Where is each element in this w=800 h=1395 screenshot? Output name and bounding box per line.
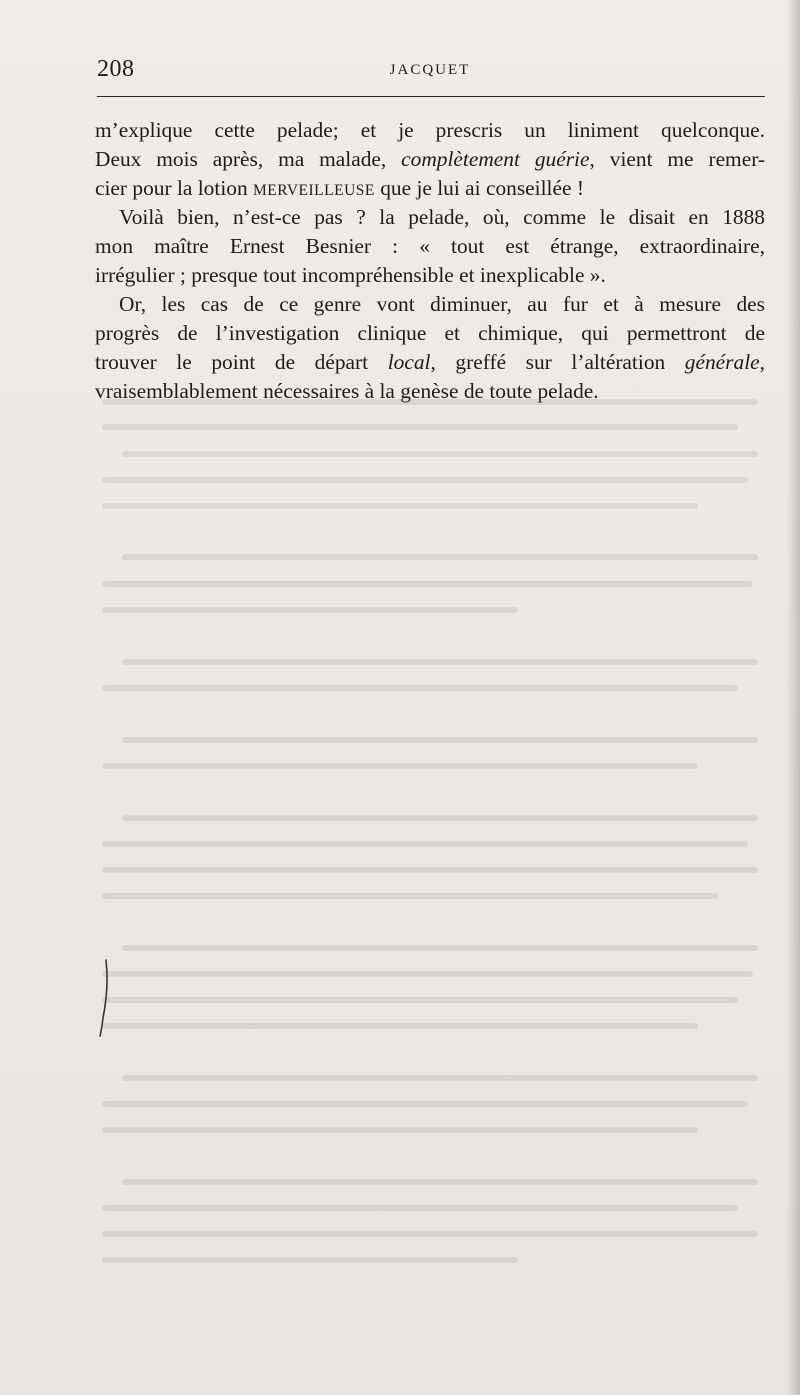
page-edge-shadow [786,0,800,1395]
running-head: JACQUET [389,62,471,78]
text-run: irrégulier ; presque tout incompréhensible et inexplicable ». [95,263,606,287]
text-line [95,232,765,261]
text-line [95,348,765,377]
show-through-text [95,392,765,1292]
text-run: Deux mois après, ma malade, [95,147,402,171]
small-caps-text: MERVEILLEUSE [253,182,375,199]
text-run: , vient me remer- [589,147,766,171]
text-run: Voilà bien, n’est-ce pas ? la pelade, où, comme le disait en 1888 [119,205,765,229]
body-text [95,116,765,406]
page-header [97,52,763,92]
text-line [95,174,765,203]
text-line [95,145,765,174]
italic-text: générale [684,350,760,374]
text-run: progrès de l’investigation clinique et chimique, qui permettront de [95,321,765,345]
text-line [95,319,765,348]
text-line [95,116,765,145]
header-rule [97,96,765,97]
text-run: trouver le point de départ [95,350,388,374]
text-run: m’explique cette pelade; et je prescris un liniment quelconque. [95,118,765,142]
text-line [95,290,765,319]
pencil-mark [97,958,111,1038]
text-line [95,203,765,232]
text-run: que je lui ai conseillée ! [374,176,584,200]
italic-text: local [387,350,431,374]
text-line [95,261,765,290]
text-run: mon maître Ernest Besnier : « tout est étrange, extraordinaire, [95,234,765,258]
page-number: 208 [97,56,135,82]
text-run: vraisemblablement nécessaires à la genèse de toute pelade. [95,379,599,403]
text-run: Or, les cas de ce genre vont diminuer, au fur et à mesure des [119,292,765,316]
text-run: cier pour la lotion [95,176,254,200]
text-run: , greffé sur l’altération [430,350,685,374]
text-run: , [759,350,765,374]
italic-text: complètement guérie [401,147,590,171]
